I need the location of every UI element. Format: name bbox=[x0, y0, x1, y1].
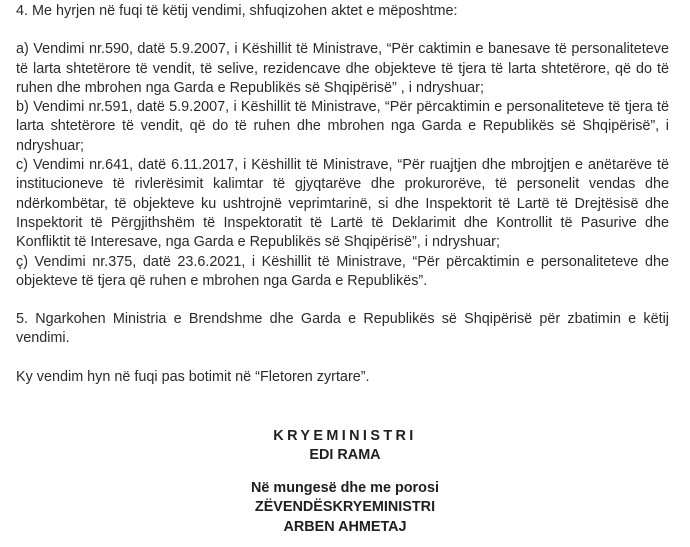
signature-title: KRYEMINISTRI bbox=[273, 428, 417, 444]
list-item: c) Vendimi nr.641, datë 6.11.2017, i Këshillit të Ministrave, “Për ruajtjen dhe mbrojtjen e anëtarëve të institucioneve të rivlerësimit kalimtar të gjyqtarëve dhe prokurorëve, të personelit vendas dhe ndërkombëtar, të objekteve ku ushtrojnë veprimtarinë, si dhe Inspektorit të Lartë të Drejtësisë dhe Inspektorit të Përgjithshëm të Inspektoratit të Lartë të Deklarimit dhe Kontrollit të Pasurive dhe Konfliktit të Interesave, nga Garda e Republikës së Shqipërisë”, i ndryshuar; bbox=[16, 157, 669, 251]
article-4-intro: 4. Me hyrjen në fuqi të këtij vendimi, shfuqizohen aktet e mëposhtme: bbox=[16, 3, 458, 19]
deputy-note: Në mungesë dhe me porosi bbox=[251, 480, 439, 496]
list-item: ç) Vendimi nr.375, datë 23.6.2021, i Këshillit të Ministrave, “Për përcaktimin e personaliteteve dhe objekteve të tjera që ruhen e mbrohen nga Garda e Republikës”. bbox=[16, 253, 669, 289]
deputy-signature-block bbox=[0, 479, 690, 537]
document-body bbox=[16, 0, 669, 387]
list-item: b) Vendimi nr.591, datë 5.9.2007, i Këshillit të Ministrave, “Për përcaktimin e personaliteteve të tjera të larta shtetërore të vendit, që do të ruhen dhe mbrohen nga Garda e Republikës së Shqipërisë”, i ndryshuar; bbox=[16, 99, 669, 154]
deputy-title: ZËVENDËSKRYEMINISTRI bbox=[254, 499, 436, 516]
deputy-name: ARBEN AHMETAJ bbox=[283, 518, 407, 535]
article-5: 5. Ngarkohen Ministria e Brendshme dhe Garda e Republikës së Shqipërisë për zbatimin e këtij vendimi. bbox=[16, 311, 669, 347]
signature-name: EDI RAMA bbox=[309, 447, 381, 464]
list-item: a) Vendimi nr.590, datë 5.9.2007, i Këshillit të Ministrave, “Për caktimin e banesave të personaliteteve të larta shtetërore të vendit, të selive, rezidencave dhe objekteve të tjera të larta shtetërore, që do të ruhen dhe mbrohen nga Garda e Republikës së Shqipërisë” , i ndryshuar; bbox=[16, 41, 669, 96]
prime-minister-signature-block bbox=[0, 427, 690, 466]
repealed-acts-list bbox=[16, 40, 669, 291]
entry-into-force: Ky vendim hyn në fuqi pas botimit në “Fletoren zyrtare”. bbox=[16, 368, 370, 385]
